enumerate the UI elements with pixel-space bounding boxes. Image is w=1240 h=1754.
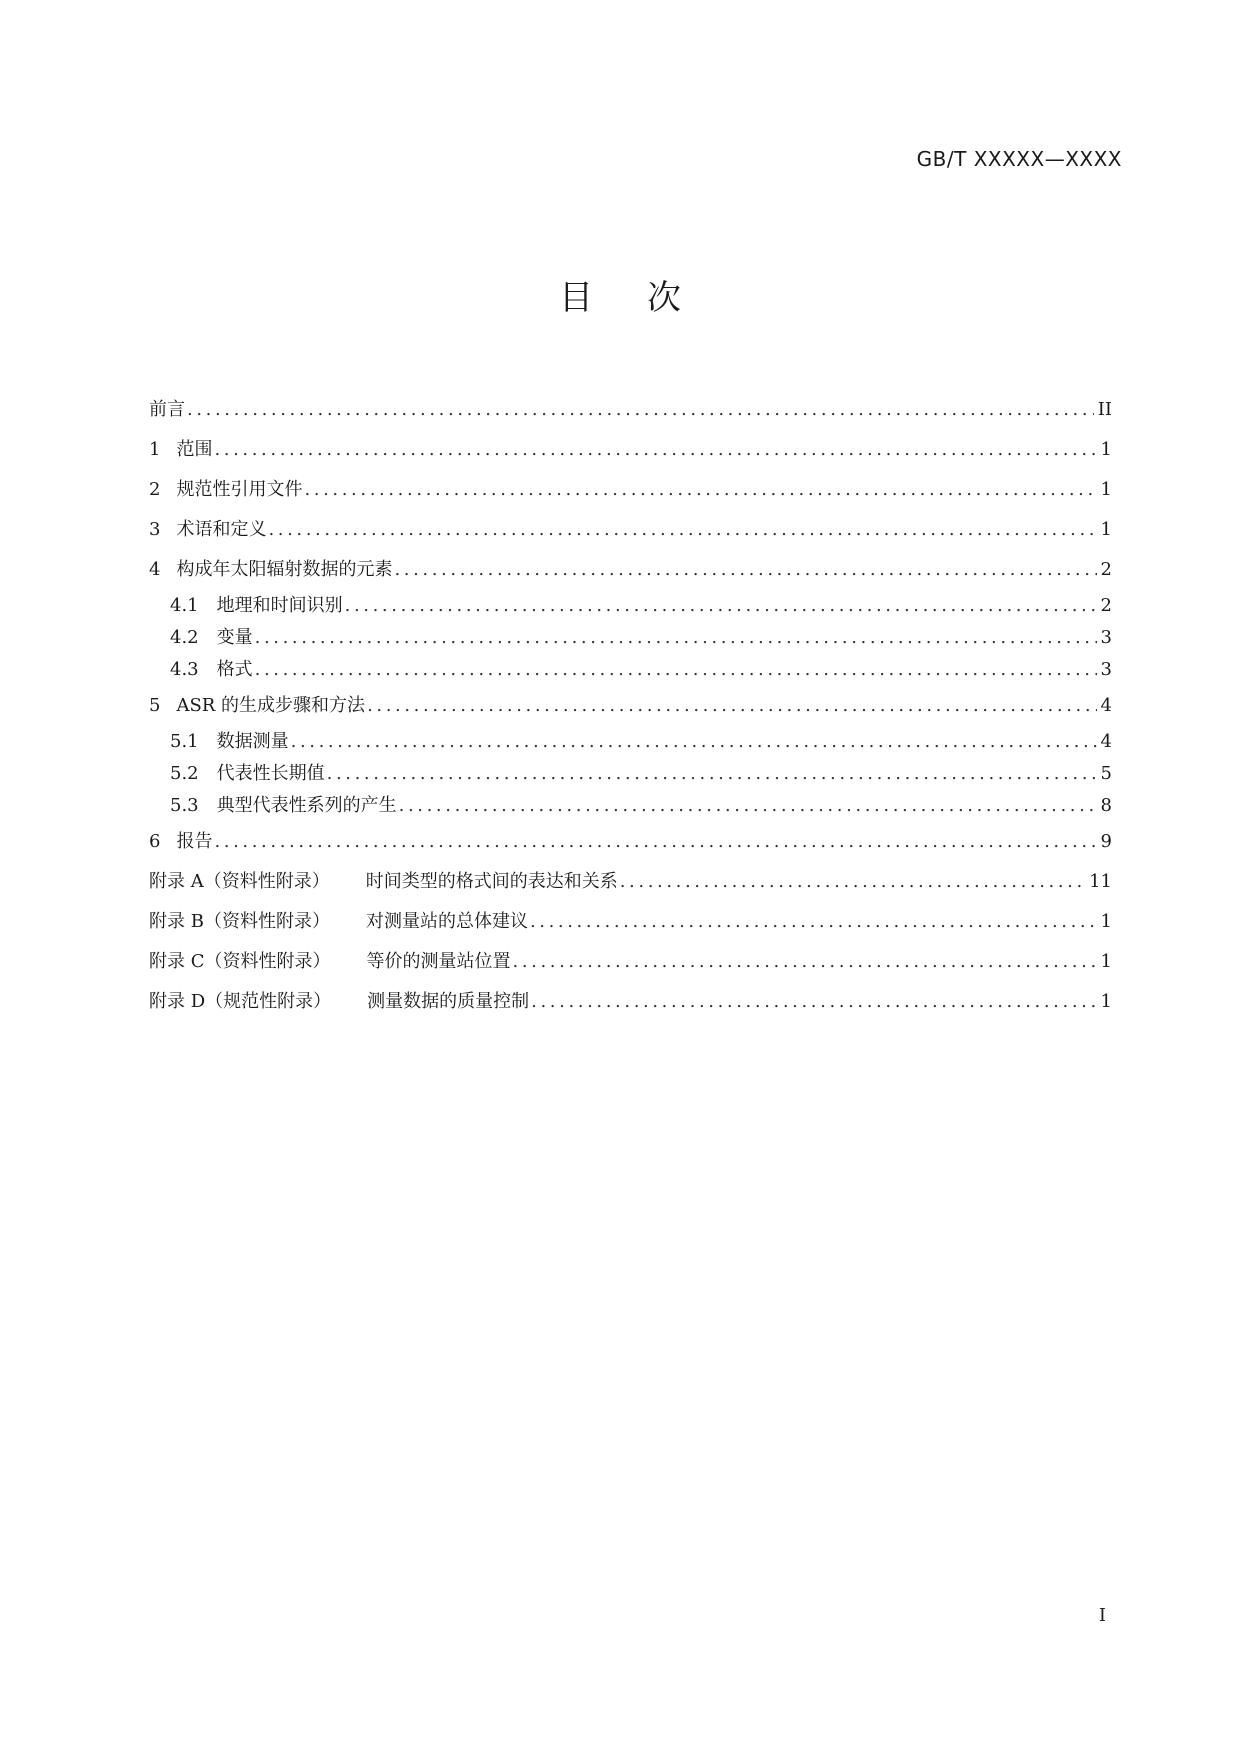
toc-entry-number: 2 [149,479,161,500]
dot-leader [399,790,1097,822]
toc-entry-page: 4 [1100,731,1112,752]
dot-leader [531,982,1096,1022]
toc-entry-appendix-prefix: 附录 D（规范性附录） [149,991,332,1012]
toc-entry-appendix-a[interactable] [149,862,1112,902]
toc-entry-label: 数据测量 [216,731,289,752]
toc-entry-section-4-2[interactable] [149,622,1112,654]
toc-entry-page: 3 [1100,659,1112,680]
dot-leader [255,622,1097,654]
toc-entry-label: 对测量站的总体建议 [365,911,528,932]
toc-entry-page: 3 [1100,627,1112,648]
toc-entry-section-3[interactable] [149,510,1112,550]
toc-entry-label: 范围 [176,439,213,460]
toc-entry-number: 4.1 [170,595,199,616]
table-of-contents [149,390,1112,1022]
toc-entry-label: 地理和时间识别 [216,595,343,616]
toc-entry-label: 规范性引用文件 [176,479,303,500]
toc-entry-label: ASR 的生成步骤和方法 [176,695,366,716]
toc-entry-label: 等价的测量站位置 [366,951,511,972]
dot-leader [214,822,1096,862]
toc-entry-section-1[interactable] [149,430,1112,470]
toc-entry-number: 5.1 [170,731,199,752]
dot-leader [513,942,1097,982]
toc-entry-page: 9 [1100,831,1112,852]
toc-entry-label: 前言 [149,399,185,420]
toc-entry-page: 1 [1100,991,1112,1012]
toc-entry-section-6[interactable] [149,822,1112,862]
dot-leader [394,550,1096,590]
toc-entry-number: 1 [149,439,161,460]
dot-leader [367,686,1096,726]
toc-entry-section-4[interactable] [149,550,1112,590]
dot-leader [345,590,1097,622]
toc-entry-number: 3 [149,519,161,540]
dot-leader [187,390,1094,430]
toc-entry-page: 1 [1100,439,1112,460]
toc-entry-label: 时间类型的格式间的表达和关系 [365,871,618,892]
toc-entry-page: 11 [1089,871,1112,892]
toc-entry-page: 1 [1100,911,1112,932]
toc-entry-number: 6 [149,831,161,852]
toc-entry-page: 1 [1100,519,1112,540]
toc-entry-label: 术语和定义 [176,519,267,540]
toc-entry-appendix-prefix: 附录 B（资料性附录） [149,911,330,932]
toc-entry-number: 5 [149,695,161,716]
toc-entry-label: 测量数据的质量控制 [367,991,530,1012]
toc-entry-page: 4 [1100,695,1112,716]
toc-entry-page: 1 [1100,479,1112,500]
toc-entry-number: 4 [149,559,161,580]
toc-entry-section-5-1[interactable] [149,726,1112,758]
toc-entry-label: 代表性长期值 [216,763,325,784]
toc-entry-page: II [1097,399,1112,420]
toc-entry-label: 典型代表性系列的产生 [216,795,397,816]
toc-entry-section-5[interactable] [149,686,1112,726]
toc-entry-number: 5.3 [170,795,199,816]
toc-entry-page: 2 [1100,559,1112,580]
toc-entry-page: 2 [1100,595,1112,616]
toc-entry-appendix-prefix: 附录 C（资料性附录） [149,951,331,972]
dot-leader [214,430,1096,470]
dot-leader [291,726,1097,758]
toc-entry-label: 构成年太阳辐射数据的元素 [176,559,393,580]
toc-entry-section-5-3[interactable] [149,790,1112,822]
dot-leader [620,862,1085,902]
toc-entry-foreword[interactable] [149,390,1112,430]
page-number: I [1098,1605,1106,1626]
toc-entry-appendix-d[interactable] [149,982,1112,1022]
toc-entry-label: 变量 [216,627,253,648]
dot-leader [530,902,1097,942]
dot-leader [268,510,1096,550]
toc-entry-section-2[interactable] [149,470,1112,510]
toc-entry-appendix-c[interactable] [149,942,1112,982]
title-char-1: 目 [559,278,593,318]
dot-leader [304,470,1096,510]
toc-entry-page: 8 [1100,795,1112,816]
toc-entry-appendix-b[interactable] [149,902,1112,942]
toc-entry-section-4-3[interactable] [149,654,1112,686]
toc-entry-section-5-2[interactable] [149,758,1112,790]
toc-entry-number: 5.2 [170,763,199,784]
page-title [0,277,1240,319]
title-char-2: 次 [647,278,681,318]
toc-entry-appendix-prefix: 附录 A（资料性附录） [149,871,330,892]
toc-entry-label: 格式 [216,659,253,680]
toc-entry-number: 4.3 [170,659,199,680]
document-code: GB/T XXXXX—XXXX [916,147,1122,171]
dot-leader [327,758,1097,790]
toc-entry-section-4-1[interactable] [149,590,1112,622]
toc-entry-label: 报告 [176,831,213,852]
dot-leader [255,654,1097,686]
toc-entry-number: 4.2 [170,627,199,648]
toc-entry-page: 5 [1100,763,1112,784]
toc-entry-page: 1 [1100,951,1112,972]
